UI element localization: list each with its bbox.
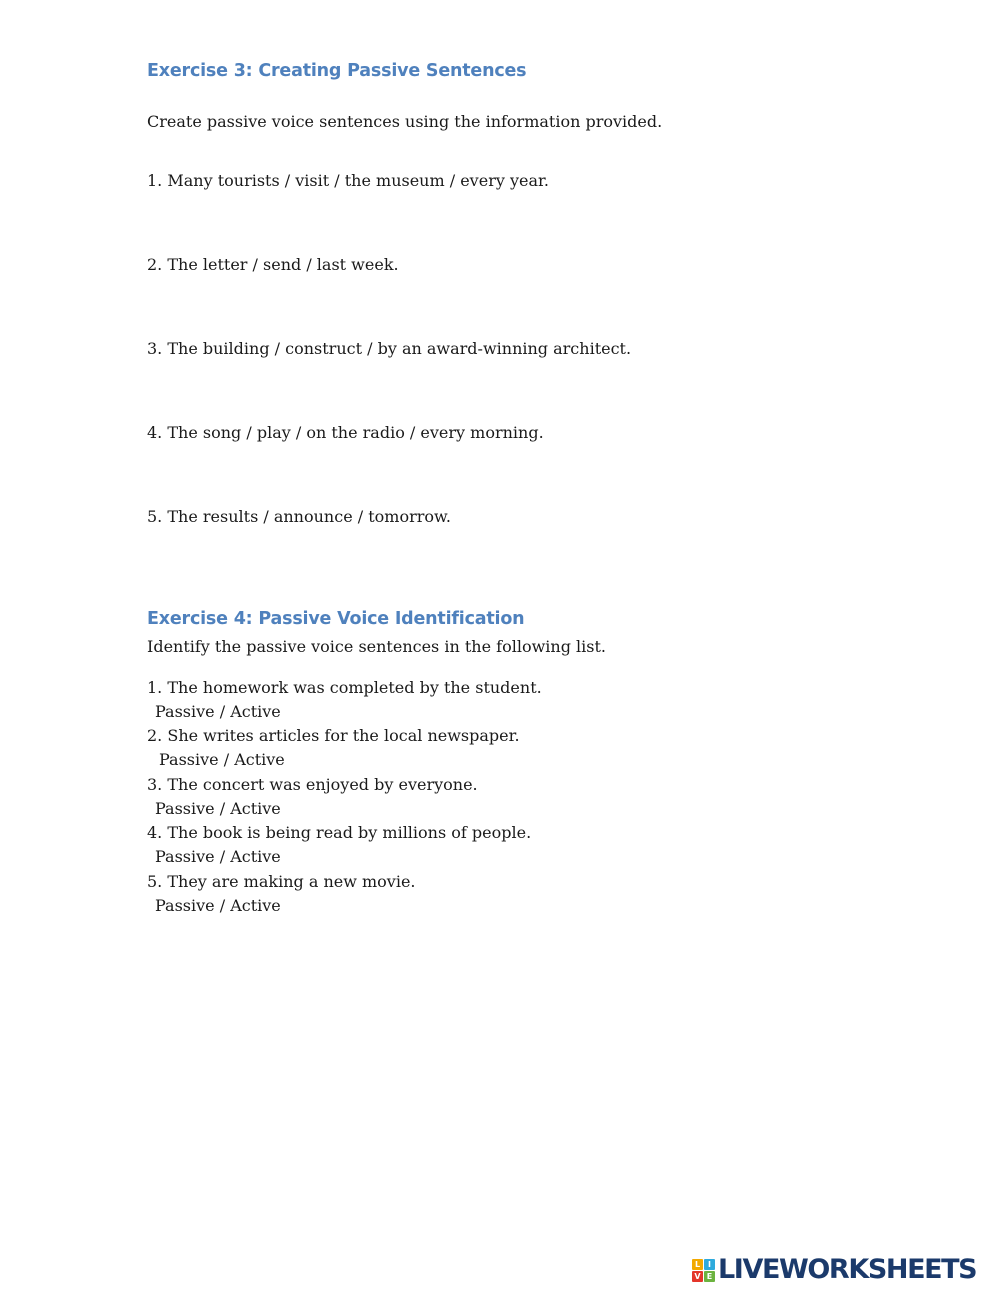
logo-letter: I bbox=[704, 1259, 715, 1270]
exercise-4-sentence: 4. The book is being read by millions of people. bbox=[147, 823, 532, 842]
logo-letter: E bbox=[704, 1271, 715, 1282]
exercise-3-item: 4. The song / play / on the radio / every morning. bbox=[147, 423, 544, 442]
passive-active-choice[interactable]: Passive / Active bbox=[155, 896, 281, 915]
logo-icon bbox=[692, 1259, 715, 1282]
logo-wordmark: LIVEWORKSHEETS bbox=[718, 1254, 977, 1285]
passive-active-choice[interactable]: Passive / Active bbox=[159, 750, 285, 769]
logo-letter: V bbox=[692, 1271, 703, 1282]
exercise-3-item: 5. The results / announce / tomorrow. bbox=[147, 507, 451, 526]
exercise-3-item: 2. The letter / send / last week. bbox=[147, 255, 399, 274]
exercise-4-instruction: Identify the passive voice sentences in the following list. bbox=[147, 637, 606, 656]
exercise-4-sentence: 3. The concert was enjoyed by everyone. bbox=[147, 775, 478, 794]
exercise-3-item: 1. Many tourists / visit / the museum / every year. bbox=[147, 171, 549, 190]
exercise-4-sentence: 5. They are making a new movie. bbox=[147, 872, 416, 891]
logo-letter: L bbox=[692, 1259, 703, 1270]
exercise-3-item: 3. The building / construct / by an award-winning architect. bbox=[147, 339, 632, 358]
exercise-4-sentence: 1. The homework was completed by the student. bbox=[147, 678, 542, 697]
passive-active-choice[interactable]: Passive / Active bbox=[155, 702, 281, 721]
exercise-4-sentence: 2. She writes articles for the local newspaper. bbox=[147, 726, 520, 745]
exercise-3-instruction: Create passive voice sentences using the information provided. bbox=[147, 112, 663, 131]
passive-active-choice[interactable]: Passive / Active bbox=[155, 799, 281, 818]
exercise-3-heading: Exercise 3: Creating Passive Sentences bbox=[147, 61, 527, 81]
liveworksheets-logo bbox=[692, 1256, 976, 1284]
passive-active-choice[interactable]: Passive / Active bbox=[155, 847, 281, 866]
exercise-4-heading: Exercise 4: Passive Voice Identification bbox=[147, 609, 525, 629]
